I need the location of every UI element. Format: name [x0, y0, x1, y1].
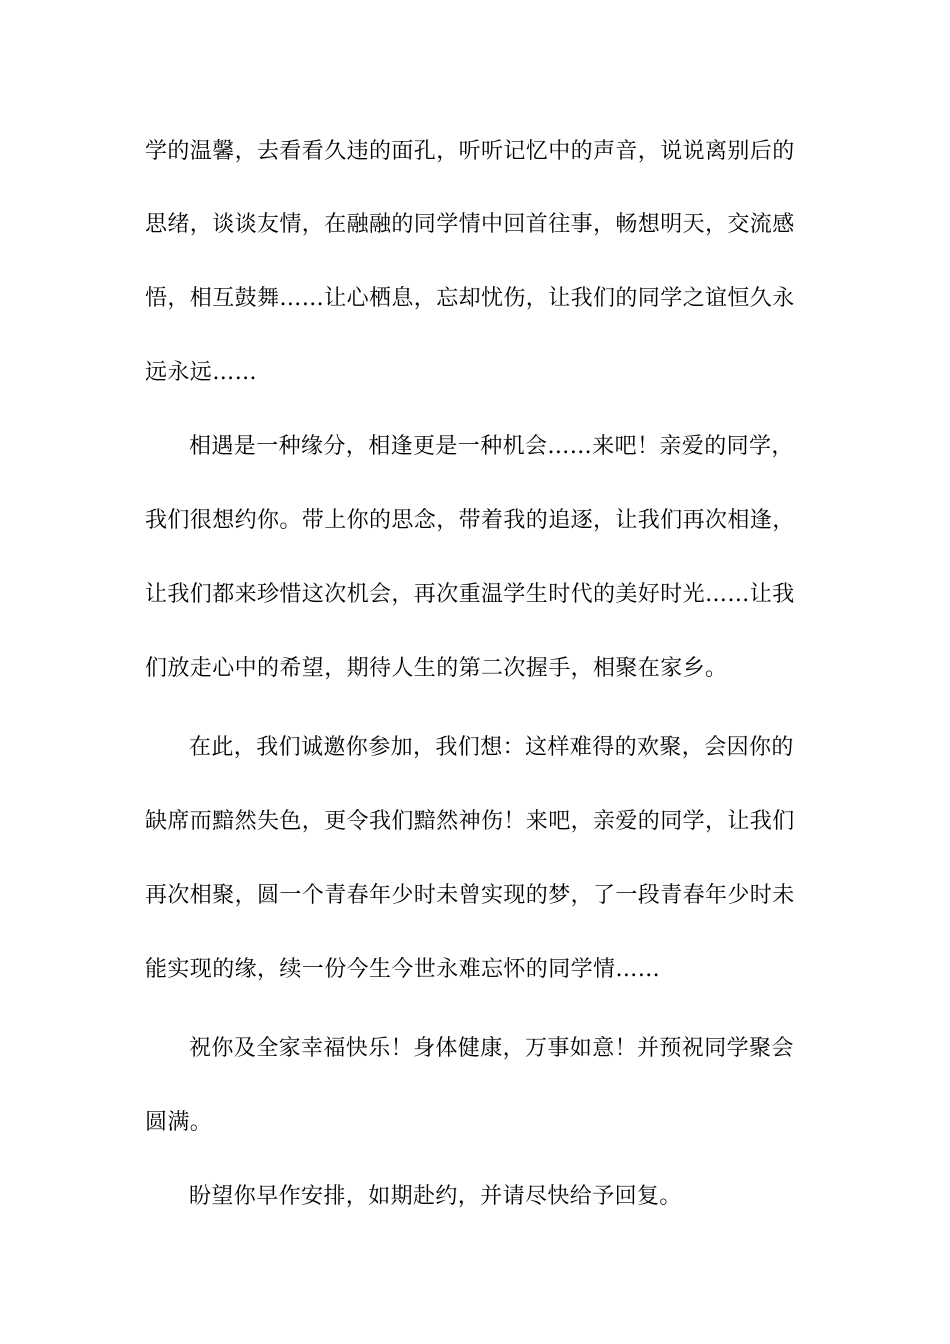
- paragraph-line: 悟，相互鼓舞……让心栖息，忘却忧伤，让我们的同学之谊恒久永: [145, 286, 795, 311]
- paragraph-line: 能实现的缘，续一份今生今世永难忘怀的同学情……: [145, 957, 661, 982]
- paragraph-line: 让我们都来珍惜这次机会，再次重温学生时代的美好时光……让我: [145, 582, 795, 607]
- paragraph-line: 在此，我们诚邀你参加，我们想：这样难得的欢聚，会因你的: [189, 735, 794, 760]
- paragraph-line: 再次相聚，圆一个青春年少时未曾实现的梦，了一段青春年少时未: [145, 883, 795, 908]
- paragraph-line: 我们很想约你。带上你的思念，带着我的追逐，让我们再次相逢，: [145, 508, 795, 533]
- paragraph-line: 们放走心中的希望，期待人生的第二次握手，相聚在家乡。: [145, 656, 728, 681]
- paragraph-line: 圆满。: [145, 1110, 213, 1135]
- paragraph-line: 相遇是一种缘分，相逢更是一种机会……来吧！亲爱的同学，: [189, 434, 794, 459]
- paragraph-line: 盼望你早作安排，如期赴约，并请尽快给予回复。: [189, 1184, 682, 1209]
- paragraph-line: 远永远……: [145, 360, 258, 385]
- paragraph-line: 祝你及全家幸福快乐！身体健康，万事如意！并预祝同学聚会: [189, 1036, 794, 1061]
- paragraph-line: 学的温馨，去看看久违的面孔，听听记忆中的声音，说说离别后的: [145, 139, 795, 164]
- paragraph-line: 思绪，谈谈友情，在融融的同学情中回首往事，畅想明天，交流感: [145, 212, 795, 237]
- paragraph-line: 缺席而黯然失色，更令我们黯然神伤！来吧，亲爱的同学，让我们: [145, 809, 795, 834]
